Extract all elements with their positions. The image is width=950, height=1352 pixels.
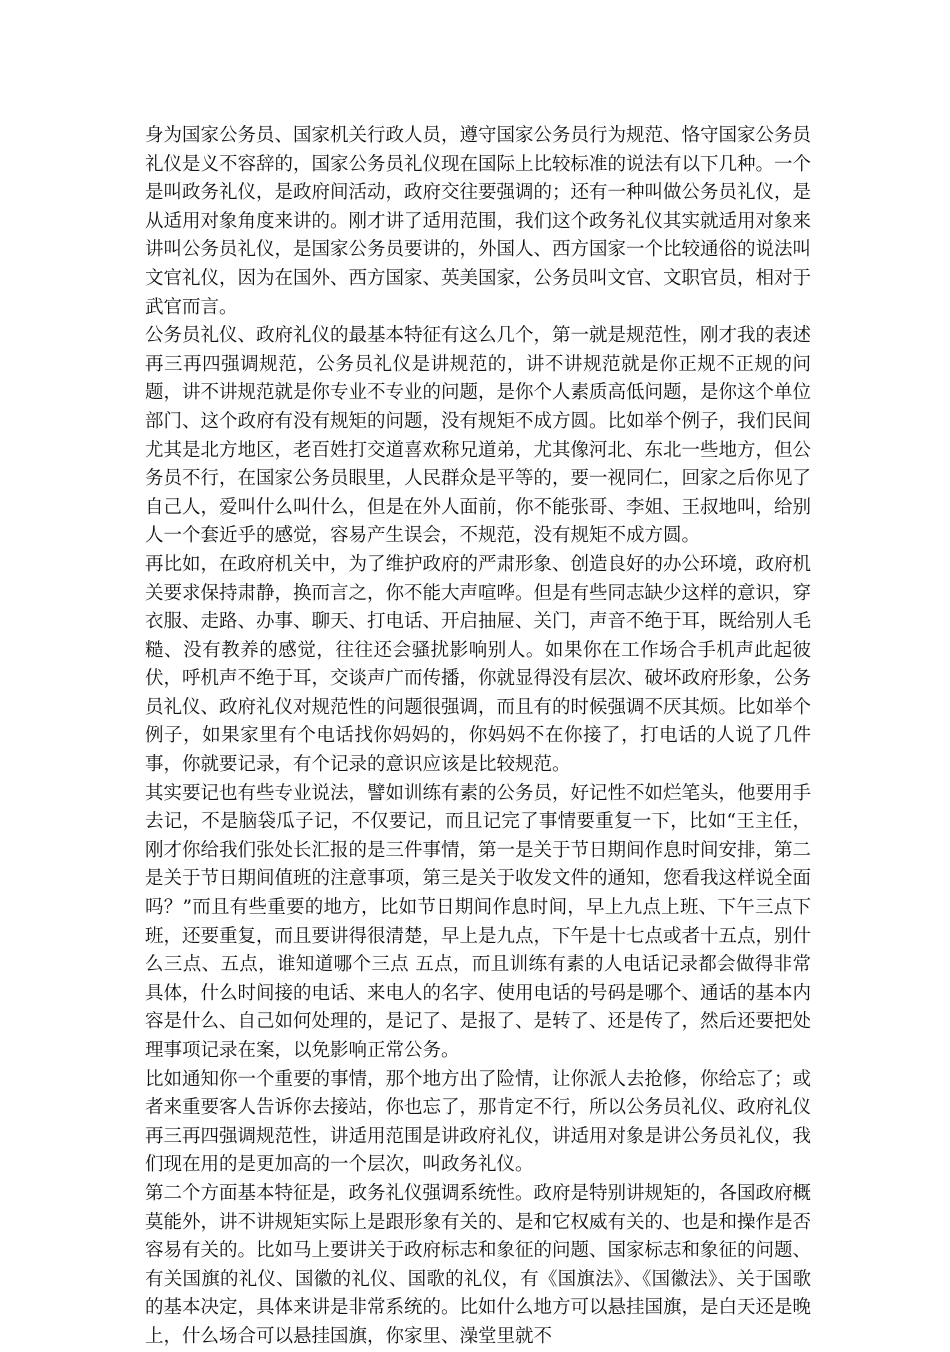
paragraph-1: 身为国家公务员、国家机关行政人员，遵守国家公务员行为规范、恪守国家公务员礼仪是义不容辞的，国家公务员礼仪现在国际上比较标准的说法有以下几种。一个是叫政务礼仪，是政府间活动，政府交往要强调的；还有一种叫做公务员礼仪，是从适用对象角度来讲的。刚才讲了适用范围，我们这个政务礼仪其实就适用对象来讲叫公务员礼仪，是国家公务员要讲的，外国人、西方国家一个比较通俗的说法叫文官礼仪，因为在国外、西方国家、英美国家，公务员叫文官、文职官员，相对于武官而言。 [145, 125, 812, 318]
paragraph-6: 第二个方面基本特征是，政务礼仪强调系统性。政府是特别讲规矩的，各国政府概莫能外，讲不讲规矩实际上是跟形象有关的、是和它权威有关的、也是和操作是否容易有关的。比如马上要讲关于政府标志和象征的问题、国家标志和象征的问题、有关国旗的礼仪、国徽的礼仪、国歌的礼仪，有《国旗法》、《国徽法》、关于国歌的基本决定，具体来讲是非常系统的。比如什么地方可以悬挂国旗，是白天还是晚上，什么场合可以悬挂国旗，你家里、澡堂里就不 [145, 1182, 812, 1347]
paragraph-5: 比如通知你一个重要的事情，那个地方出了险情，让你派人去抢修，你给忘了；或者来重要客人告诉你去接站，你也忘了，那肯定不行，所以公务员礼仪、政府礼仪再三再四强调规范性，讲适用范围是讲政府礼仪，讲适用对象是讲公务员礼仪，我们现在用的是更加高的一个层次，叫政务礼仪。 [145, 1068, 812, 1176]
paragraph-3: 再比如，在政府机关中，为了维护政府的严肃形象、创造良好的办公环境，政府机关要求保持肃静，换而言之，你不能大声喧哗。但是有些同志缺少这样的意识，穿衣服、走路、办事、聊天、打电话、开启抽屉、关门，声音不绝于耳，既给别人毛糙、没有教养的感觉，往往还会骚扰影响别人。如果你在工作场合手机声此起彼伏，呼机声不绝于耳，交谈声广而传播，你就显得没有层次、破坏政府形象，公务员礼仪、政府礼仪对规范性的问题很强调，而且有的时候强调不厌其烦。比如举个例子，如果家里有个电话找你妈妈的，你妈妈不在你接了，打电话的人说了几件事，你就要记录，有个记录的意识应该是比较规范。 [145, 553, 812, 776]
document-body [145, 122, 811, 1352]
paragraph-4: 其实要记也有些专业说法，譬如训练有素的公务员，好记性不如烂笔头，他要用手去记，不是脑袋瓜子记，不仅要记，而且记完了事情要重复一下，比如“王主任，刚才你给我们张处长汇报的是三件事情，第一是关于节日期间作息时间安排，第二是关于节日期间值班的注意事项，第三是关于收发文件的通知，您看我这样说全面吗？”而且有些重要的地方，比如节日期间作息时间，早上九点上班、下午三点下班，还要重复，而且要讲得很清楚，早上是九点，下午是十七点或者十五点，别什么三点、五点，谁知道哪个三点 五点，而且训练有素的人电话记录都会做得非常具体，什么时间接的电话、来电人的名字、使用电话的号码是哪个、通话的基本内容是什么、自己如何处理的，是记了、是报了、是转了、还是传了，然后还要把处理事项记录在案，以免影响正常公务。 [145, 782, 812, 1061]
paragraph-2: 公务员礼仪、政府礼仪的最基本特征有这么几个，第一就是规范性，刚才我的表述再三再四强调规范，公务员礼仪是讲规范的，讲不讲规范就是你正规不正规的问题，讲不讲规范就是你专业不专业的问题，是你个人素质高低问题，是你这个单位部门、这个政府有没有规矩的问题，没有规矩不成方圆。比如举个例子，我们民间尤其是北方地区，老百姓打交道喜欢称兄道弟，尤其像河北、东北一些地方，但公务员不行，在国家公务员眼里，人民群众是平等的，要一视同仁，回家之后你见了自己人，爱叫什么叫什么，但是在外人面前，你不能张哥、李姐、王叔地叫，给别人一个套近乎的感觉，容易产生误会，不规范，没有规矩不成方圆。 [145, 325, 812, 547]
